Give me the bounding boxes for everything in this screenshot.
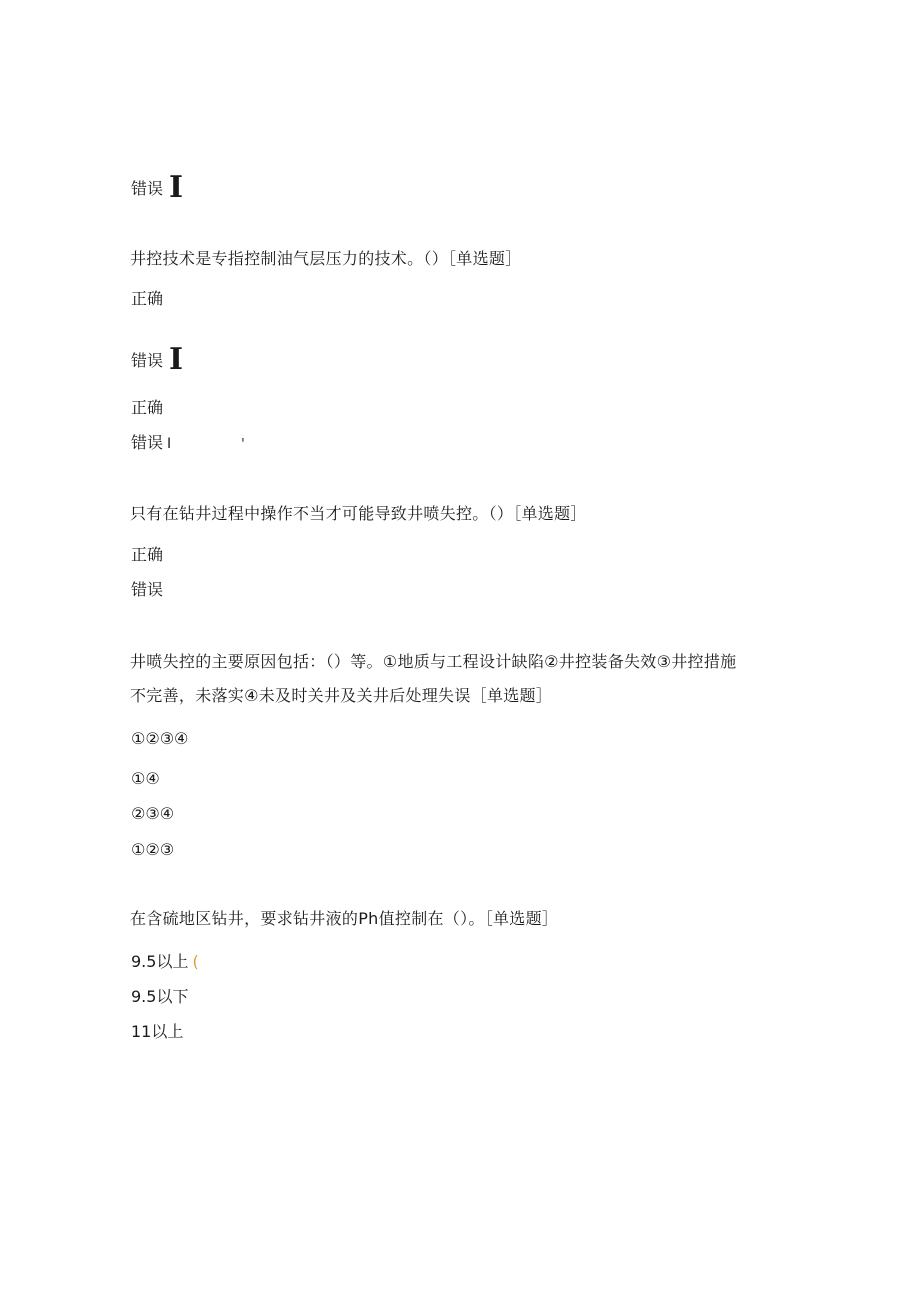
question-text: 只有在钻井过程中操作不当才可能导致井喷失控。（）［单选题］ [130,504,587,523]
option-label: ①②③④ [131,729,189,748]
option-b[interactable] [131,986,188,1008]
option-d[interactable] [131,839,174,861]
option-label: 正确 [131,545,164,564]
question-text: 在含硫地区钻井，要求钻井液的Ph值控制在（）。［单选题］ [130,909,559,928]
cursor-mark-small-icon: I [167,436,172,452]
option-label: 错误 [131,179,164,198]
question-text-line1: 井喷失控的主要原因包括：（）等。①地质与工程设计缺陷②井控装备失效③井控措施 [130,652,737,671]
option-correct[interactable] [131,288,163,310]
option-label: 正确 [131,398,164,417]
option-label: ②③④ [131,804,175,823]
option-label: 错误 [131,433,164,452]
option-label: 9.5以上 [131,952,189,971]
option-label: 11以上 [131,1022,184,1041]
option-correct[interactable] [131,397,163,419]
option-label: ①②③ [131,840,175,859]
option-b[interactable] [131,768,160,790]
option-c[interactable] [131,1021,183,1043]
option-c[interactable] [131,803,174,825]
option-wrong[interactable] [131,432,245,456]
option-wrong[interactable] [131,170,184,205]
tick-mark: ' [241,437,245,452]
cursor-mark-icon: I [169,342,184,377]
option-label: ①④ [131,769,160,788]
option-label: 正确 [131,289,164,308]
question-text-line2: 不完善，未落实④未及时关井及关井后处理失误［单选题］ [130,686,553,705]
option-correct[interactable] [131,544,163,566]
option-a[interactable] [131,728,188,750]
annotation-paren: ( [192,952,199,971]
option-wrong[interactable] [131,579,163,601]
cursor-mark-icon: I [169,170,184,205]
option-label: 9.5以下 [131,987,189,1006]
question-text: 井控技术是专指控制油气层压力的技术。（）［单选题］ [130,249,522,268]
option-label: 错误 [131,351,164,370]
option-a[interactable] [131,951,199,973]
option-label: 错误 [131,580,164,599]
option-wrong[interactable] [131,342,184,377]
